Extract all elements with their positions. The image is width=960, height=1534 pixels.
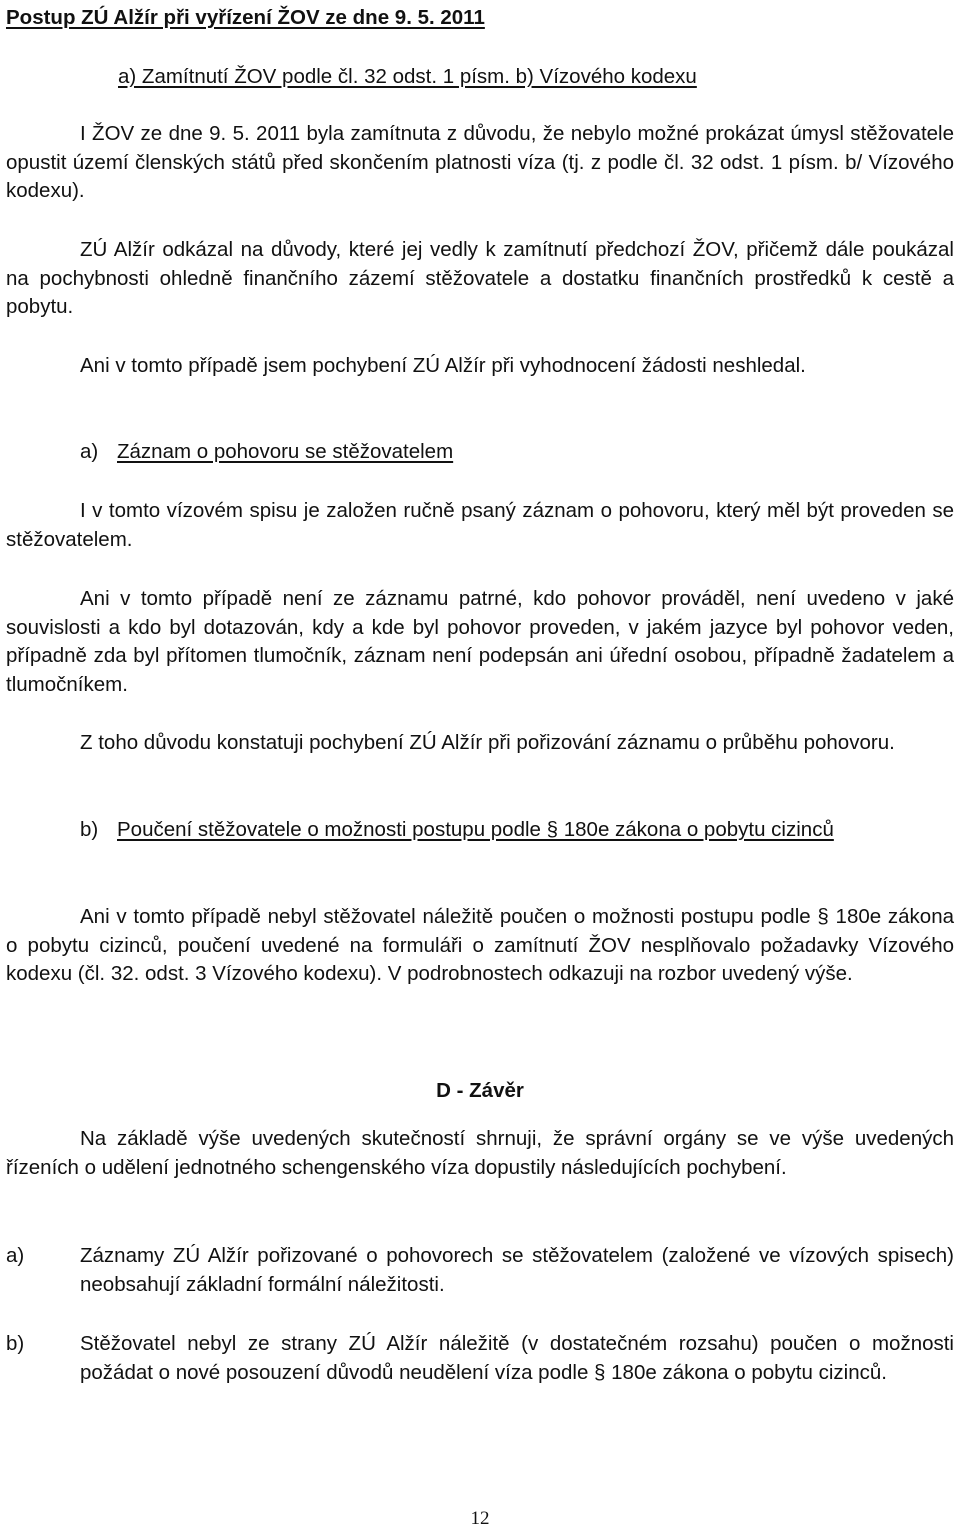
subheading-a-text: Záznam o pohovoru se stěžovatelem <box>117 440 454 463</box>
page-number: 12 <box>470 1508 490 1529</box>
conclusion-item-b <box>6 1330 954 1387</box>
subheading-a-marker: a) <box>80 440 99 463</box>
document-heading: Postup ZÚ Alžír při vyřízení ŽOV ze dne 9. 5. 2011 <box>6 6 485 29</box>
section-a-title: a) Zamítnutí ŽOV podle čl. 32 odst. 1 písm. b) Vízového kodexu <box>118 65 697 88</box>
conclusion-title: D - Závěr <box>436 1079 524 1102</box>
paragraph-4: I v tomto vízovém spisu je založen ručně psaný záznam o pohovoru, který měl být proveden se stěžovatelem. <box>6 499 954 551</box>
paragraph-1: I ŽOV ze dne 9. 5. 2011 byla zamítnuta z důvodu, že nebylo možné prokázat úmysl stěžovatele opustit území členských států před skončením platnosti víza (tj. z podle čl. 32 odst. 1 písm. b/ Vízového kodexu). <box>6 122 954 203</box>
conclusion-item-a-text: Záznamy ZÚ Alžír pořizované o pohovorech se stěžovatelem (založené ve vízových spisech) neobsahují základní formální náležitosti. <box>80 1244 954 1296</box>
paragraph-2: ZÚ Alžír odkázal na důvody, které jej vedly k zamítnutí předchozí ŽOV, přičemž dále poukázal na pochybnosti ohledně finančního zázemí stěžovatele a dostatku finančních prostředků k cestě a pobytu. <box>6 238 954 319</box>
paragraph-5: Ani v tomto případě není ze záznamu patrné, kdo pohovor prováděl, není uvedeno v jaké souvislosti a kdo byl dotazován, kdy a kde byl pohovor proveden, v jakém jazyce byl pohovor veden, případně zda byl přítomen tlumočník, záznam není podepsán ani úřední osobou, případně žadatelem a tlumočníkem. <box>6 587 954 696</box>
conclusion-item-b-text: Stěžovatel nebyl ze strany ZÚ Alžír náležitě (v dostatečném rozsahu) poučen o možnosti požádat o nové posouzení důvodů neudělení víza podle § 180e zákona o pobytu cizinců. <box>80 1332 954 1384</box>
paragraph-6: Z toho důvodu konstatuji pochybení ZÚ Alžír při pořizování záznamu o průběhu pohovoru. <box>80 731 895 754</box>
conclusion-item-a <box>6 1242 954 1299</box>
conclusion-item-b-marker: b) <box>6 1332 25 1355</box>
subheading-a <box>80 438 954 467</box>
paragraph-8: Na základě výše uvedených skutečností shrnuji, že správní orgány se ve výše uvedených řízeních o udělení jednotného schengenského víza dopustily následujících pochybení. <box>6 1127 954 1179</box>
paragraph-3: Ani v tomto případě jsem pochybení ZÚ Alžír při vyhodnocení žádosti neshledal. <box>80 354 806 377</box>
subheading-b-text: Poučení stěžovatele o možnosti postupu podle § 180e zákona o pobytu cizinců <box>117 818 834 841</box>
paragraph-7: Ani v tomto případě nebyl stěžovatel náležitě poučen o možnosti postupu podle § 180e zákona o pobytu cizinců, poučení uvedené na formuláři o zamítnutí ŽOV nesplňovalo požadavky Vízového kodexu (čl. 32. odst. 3 Vízového kodexu). V podrobnostech odkazuji na rozbor uvedený výše. <box>6 905 954 986</box>
subheading-b-marker: b) <box>80 818 99 841</box>
subheading-b <box>80 816 954 845</box>
conclusion-item-a-marker: a) <box>6 1244 25 1267</box>
